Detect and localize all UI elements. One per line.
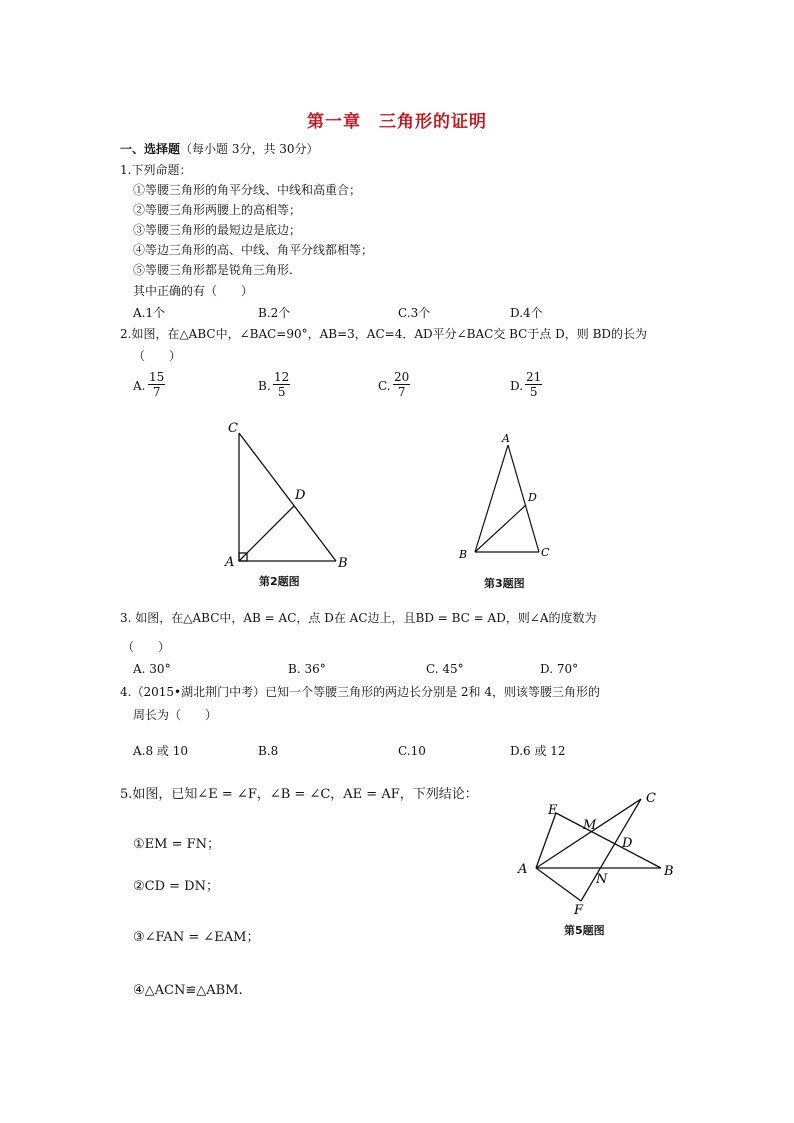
q5-item: ①EM = FN； [133, 837, 221, 852]
q1-item: ⑤等腰三角形都是锐角三角形. [133, 263, 293, 277]
q5-item: ③∠FAN = ∠EAM； [133, 930, 260, 945]
fig5-label-c: C [646, 791, 656, 806]
fig5-label-n: N [596, 872, 608, 887]
fig5-segment-af [536, 868, 581, 901]
fraction-numerator: 21 [526, 370, 542, 384]
q2-option-b-letter: B. [258, 379, 271, 393]
q2-option-b-fraction [273, 370, 290, 399]
q4-option-d: D.6 或 12 [510, 744, 566, 758]
q1-ask: 其中正确的有（ ） [133, 284, 254, 298]
fraction-numerator: 12 [274, 370, 290, 384]
q3-option-c: C. 45° [426, 662, 464, 676]
q4-option-c: C.10 [398, 744, 426, 758]
fig3-label-b: B [459, 548, 468, 561]
q3-stem: 3. 如图，在△ABC中，AB = AC，点 D在 AC边上，且BD = BC = AD，则∠A的度数为 [120, 611, 597, 625]
figure-5 [510, 785, 685, 920]
q3-option-b: B. 36° [288, 662, 326, 676]
q4-option-b: B.8 [258, 744, 279, 758]
fraction-denominator: 7 [152, 385, 161, 399]
fraction-numerator: 20 [394, 370, 410, 384]
q5-item: ②CD = DN； [133, 879, 219, 894]
fig5-segment-eb [556, 813, 661, 868]
q2-option-d-fraction [525, 370, 542, 399]
q1-option-d: D.4个 [510, 306, 543, 320]
fig5-label-d: D [622, 836, 633, 851]
fig3-caption: 第3题图 [484, 577, 525, 590]
fig3-label-d: D [528, 491, 537, 504]
q5-stem: 5.如图，已知∠E = ∠F，∠B = ∠C，AE = AF，下列结论： [120, 787, 478, 802]
q4-stem: 4.（2015•湖北荆门中考）已知一个等腰三角形的两边长分别是 2和 4，则该等腰三角形的 [120, 685, 600, 699]
fraction-denominator: 5 [529, 385, 538, 399]
q1-item: ①等腰三角形的角平分线、中线和高重合； [133, 183, 362, 197]
q1-stem: 1.下列命题： [120, 163, 192, 177]
section-label: 一、选择题 [120, 142, 181, 156]
page-title: 第一章 三角形的证明 [307, 112, 487, 132]
fig3-label-a: A [502, 432, 510, 445]
fraction-numerator: 15 [149, 370, 165, 384]
q2-option-c-fraction [393, 370, 410, 399]
fig5-label-a: A [518, 862, 528, 877]
fraction-denominator: 7 [397, 385, 406, 399]
q2-blank: （ ） [133, 349, 182, 363]
figure-2 [220, 415, 360, 575]
fig5-label-e: E [548, 803, 558, 818]
fig2-label-d: D [295, 488, 306, 503]
section-note: （每小题 3分，共 30分） [180, 142, 319, 156]
q2-option-a-letter: A. [133, 379, 146, 393]
fig5-caption: 第5题图 [564, 924, 605, 937]
q3-blank: （ ） [122, 640, 171, 654]
fig2-label-c: C [228, 421, 238, 436]
q3-option-a: A. 30° [133, 662, 171, 676]
q2-option-d-letter: D. [510, 379, 524, 393]
fig3-label-c: C [541, 546, 550, 559]
q2-option-c-letter: C. [378, 379, 391, 393]
q1-option-a: A.1个 [133, 306, 166, 320]
figure-3 [455, 428, 565, 568]
fig5-label-b: B [664, 864, 674, 879]
q1-item: ④等边三角形的高、中线、角平分线都相等； [133, 243, 374, 257]
q1-item: ②等腰三角形两腰上的高相等； [133, 203, 302, 217]
fig2-label-a: A [225, 555, 235, 570]
fig5-label-m: M [583, 818, 597, 833]
section-header [120, 141, 319, 157]
fig2-caption: 第2题图 [259, 575, 300, 588]
q2-option-a-fraction [148, 370, 165, 399]
fig5-segment-ae [536, 813, 556, 868]
fig3-side-ab [475, 445, 508, 552]
fig2-side-bc [239, 433, 336, 561]
fig2-label-b: B [338, 556, 348, 571]
q4-blank: 周长为（ ） [133, 708, 218, 722]
q5-item: ④△ACN≌△ABM. [133, 983, 243, 998]
q1-option-b: B.2个 [258, 306, 291, 320]
q1-option-c: C.3个 [398, 306, 431, 320]
q4-option-a: A.8 或 10 [133, 744, 189, 758]
q1-item: ③等腰三角形的最短边是底边； [133, 223, 302, 237]
fig5-label-f: F [574, 903, 584, 918]
q3-option-d: D. 70° [540, 662, 579, 676]
q2-stem: 2.如图，在△ABC中，∠BAC=90°，AB=3，AC=4．AD平分∠BAC交 BC于点 D，则 BD的长为 [120, 327, 648, 341]
fraction-denominator: 5 [277, 385, 286, 399]
